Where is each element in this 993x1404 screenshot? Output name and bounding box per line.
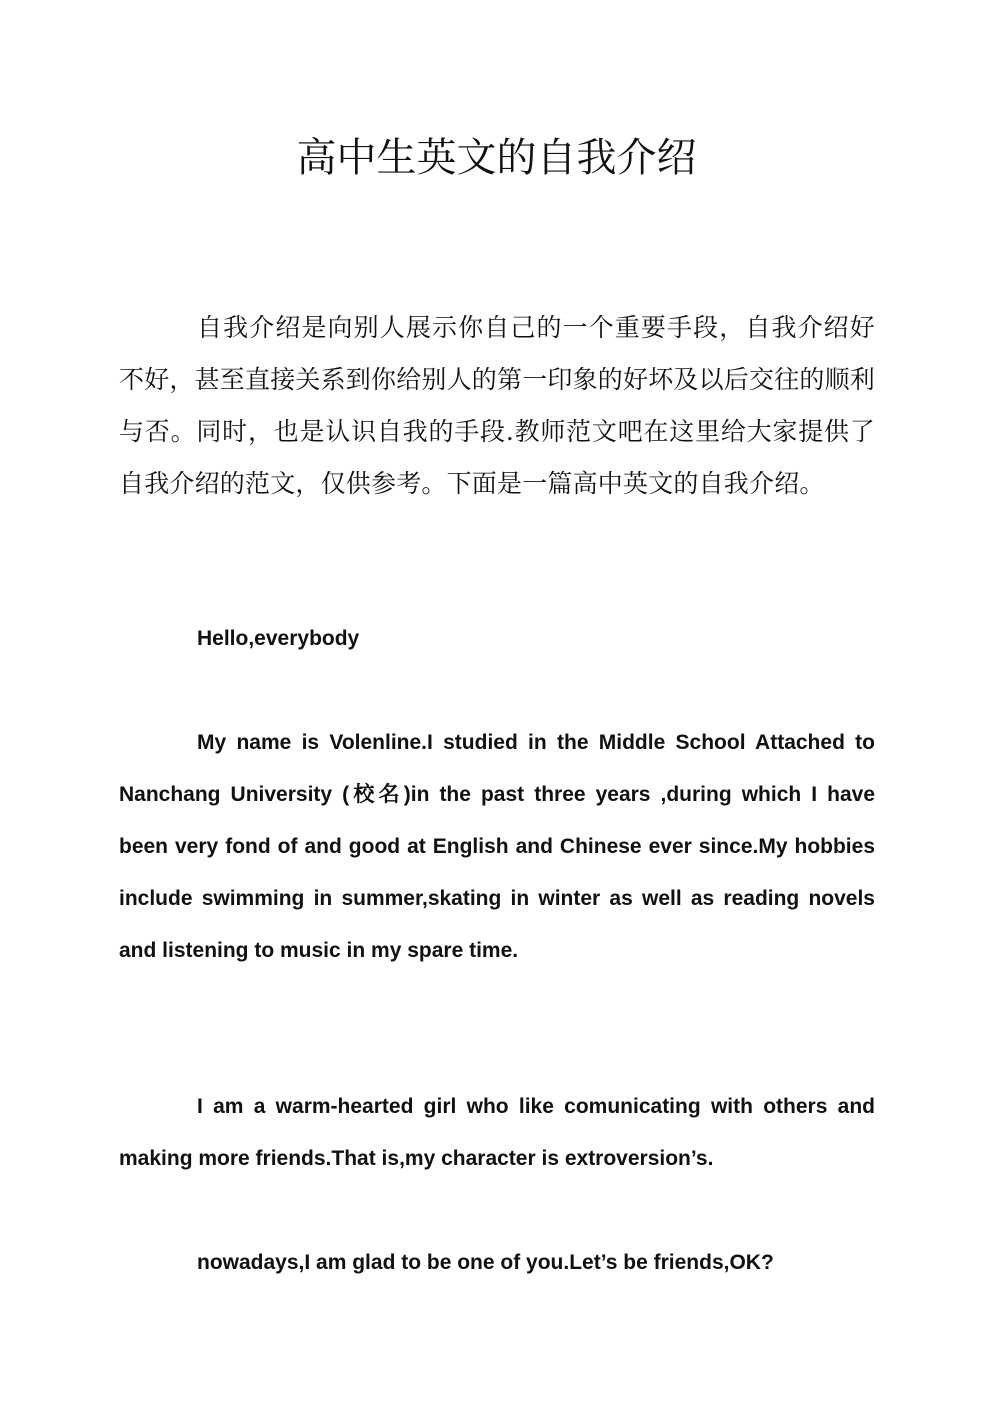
intro-paragraph: 自我介绍是向别人展示你自己的一个重要手段，自我介绍好不好，甚至直接关系到你给别人的第一印象的好坏及以后交往的顺利与否。同时，也是认识自我的手段.教师范文吧在这里给大家提供了自我介绍的范文，仅供参考。下面是一篇高中英文的自我介绍。: [119, 313, 876, 498]
body-paragraph-3: nowadays,I am glad to be one of you.Let’s be friends,OK?: [197, 1251, 774, 1274]
greeting-line: Hello,everybody: [197, 627, 360, 650]
body-paragraph-1: My name is Volenline.I studied in the Middle School Attached to Nanchang University (校名)in the past three years ,during which I have been very fond of and good at English and Chinese ever since.My hobbies include swimming in summer,skating in winter as well as reading novels and listening to music in my spare time.: [119, 731, 875, 962]
body-paragraph-2: I am a warm-hearted girl who like comunicating with others and making more friends.That is,my character is extroversion’s.: [119, 1095, 875, 1170]
document-title: 高中生英文的自我介绍: [296, 135, 697, 181]
